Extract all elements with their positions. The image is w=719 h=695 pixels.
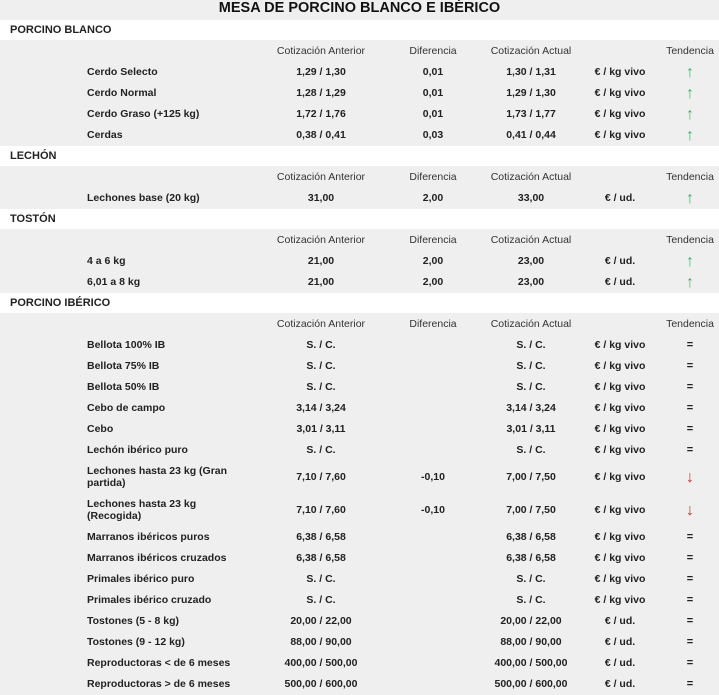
section-block — [0, 166, 719, 209]
cell-unit: € / ud. — [604, 657, 636, 669]
cell-diff: 0,01 — [422, 87, 444, 99]
equal-icon: = — [686, 678, 694, 690]
cell-prev: S. / C. — [306, 594, 336, 606]
cell-name: Cerdo Graso (+125 kg) — [87, 108, 200, 120]
cell-curr: S. / C. — [516, 339, 546, 351]
cell-curr: S. / C. — [516, 573, 546, 585]
table-row — [0, 590, 719, 611]
cell-name: Bellota 50% IB — [87, 381, 160, 393]
cell-name: 6,01 a 8 kg — [87, 276, 141, 288]
equal-icon: = — [686, 444, 694, 456]
section-title: TOSTÓN — [0, 209, 719, 229]
cell-prev: 21,00 — [307, 255, 335, 267]
cell-name: Cebo — [87, 423, 114, 435]
equal-icon: = — [686, 360, 694, 372]
cell-prev: 21,00 — [307, 276, 335, 288]
price-table — [0, 20, 719, 695]
table-row — [0, 398, 719, 419]
equal-icon: = — [686, 657, 694, 669]
column-header-diff: Diferencia — [409, 318, 457, 330]
cell-prev: 0,38 / 0,41 — [296, 129, 346, 141]
page-title: MESA DE PORCINO BLANCO E IBÉRICO — [0, 0, 719, 20]
table-row — [0, 632, 719, 653]
equal-icon: = — [686, 573, 694, 585]
arrow-up-icon: ↑ — [686, 274, 694, 291]
column-header-curr: Cotización Actual — [490, 171, 572, 183]
cell-prev: S. / C. — [306, 339, 336, 351]
cell-name: Lechones base (20 kg) — [87, 192, 200, 204]
cell-name: Primales ibérico cruzado — [87, 594, 212, 606]
column-header-row — [0, 167, 719, 188]
cell-unit: € / ud. — [604, 678, 636, 690]
cell-name: Cerdo Selecto — [87, 66, 158, 78]
column-header-trend: Tendencia — [666, 171, 714, 183]
cell-curr: 3,01 / 3,11 — [506, 423, 556, 435]
cell-curr: 6,38 / 6,58 — [506, 531, 556, 543]
arrow-up-icon: ↑ — [686, 106, 694, 123]
cell-curr: S. / C. — [516, 360, 546, 372]
cell-prev: 6,38 / 6,58 — [296, 552, 346, 564]
trend-cell — [662, 632, 718, 653]
section-title: LECHÓN — [0, 146, 719, 166]
cell-unit: € / kg vivo — [594, 87, 646, 99]
cell-name: Tostones (5 - 8 kg) — [87, 615, 179, 627]
table-row — [0, 653, 719, 674]
cell-curr: 88,00 / 90,00 — [500, 636, 562, 648]
trend-cell — [662, 398, 718, 419]
table-row — [0, 125, 719, 146]
cell-unit: € / kg vivo — [594, 504, 646, 516]
cell-unit: € / ud. — [604, 636, 636, 648]
cell-curr: 7,00 / 7,50 — [506, 504, 556, 516]
cell-prev: 500,00 / 600,00 — [284, 678, 358, 690]
cell-diff: 2,00 — [422, 276, 444, 288]
section-block — [0, 229, 719, 293]
trend-cell — [662, 569, 718, 590]
cell-unit: € / kg vivo — [594, 471, 646, 483]
trend-cell — [662, 440, 718, 461]
cell-curr: 3,14 / 3,24 — [506, 402, 556, 414]
table-row — [0, 611, 719, 632]
table-row — [0, 272, 719, 293]
cell-unit: € / ud. — [604, 255, 636, 267]
cell-curr: 0,41 / 0,44 — [506, 129, 556, 141]
table-row — [0, 461, 719, 494]
cell-unit: € / kg vivo — [594, 381, 646, 393]
cell-name: 4 a 6 kg — [87, 255, 126, 267]
cell-curr: 1,29 / 1,30 — [506, 87, 556, 99]
equal-icon: = — [686, 552, 694, 564]
cell-unit: € / kg vivo — [594, 108, 646, 120]
cell-name: Bellota 100% IB — [87, 339, 166, 351]
equal-icon: = — [686, 636, 694, 648]
cell-curr: 400,00 / 500,00 — [494, 657, 568, 669]
arrow-up-icon: ↑ — [686, 127, 694, 144]
column-header-trend: Tendencia — [666, 234, 714, 246]
cell-name: Bellota 75% IB — [87, 360, 160, 372]
column-header-row — [0, 230, 719, 251]
equal-icon: = — [686, 531, 694, 543]
table-row — [0, 377, 719, 398]
cell-prev: 20,00 / 22,00 — [290, 615, 352, 627]
table-row — [0, 356, 719, 377]
cell-unit: € / kg vivo — [594, 360, 646, 372]
cell-prev: 7,10 / 7,60 — [296, 504, 346, 516]
section-block — [0, 40, 719, 146]
cell-curr: 1,30 / 1,31 — [506, 66, 556, 78]
equal-icon: = — [686, 402, 694, 414]
column-header-prev: Cotización Anterior — [276, 45, 366, 57]
cell-prev: S. / C. — [306, 573, 336, 585]
equal-icon: = — [686, 339, 694, 351]
trend-cell — [662, 251, 718, 274]
trend-cell — [662, 461, 718, 496]
cell-name: Lechones hasta 23 kg (Gran partida) — [87, 465, 228, 489]
table-row — [0, 83, 719, 104]
table-row — [0, 251, 719, 272]
cell-name: Marranos ibéricos cruzados — [87, 552, 227, 564]
cell-curr: 500,00 / 600,00 — [494, 678, 568, 690]
cell-unit: € / kg vivo — [594, 444, 646, 456]
column-header-prev: Cotización Anterior — [276, 318, 366, 330]
cell-name: Reproductoras > de 6 meses — [87, 678, 231, 690]
section-block — [0, 313, 719, 695]
arrow-up-icon: ↑ — [686, 85, 694, 102]
table-row — [0, 440, 719, 461]
trend-cell — [662, 104, 718, 127]
cell-prev: 7,10 / 7,60 — [296, 471, 346, 483]
cell-curr: 23,00 — [517, 255, 545, 267]
table-row — [0, 494, 719, 527]
trend-cell — [662, 272, 718, 295]
column-header-prev: Cotización Anterior — [276, 171, 366, 183]
section-title: PORCINO IBÉRICO — [0, 293, 719, 313]
cell-diff: 0,01 — [422, 66, 444, 78]
table-row — [0, 104, 719, 125]
table-row — [0, 419, 719, 440]
cell-prev: 1,29 / 1,30 — [296, 66, 346, 78]
cell-prev: 6,38 / 6,58 — [296, 531, 346, 543]
trend-cell — [662, 419, 718, 440]
column-header-row — [0, 41, 719, 62]
trend-cell — [662, 674, 718, 695]
cell-unit: € / kg vivo — [594, 573, 646, 585]
cell-curr: 6,38 / 6,58 — [506, 552, 556, 564]
cell-diff: 0,03 — [422, 129, 444, 141]
trend-cell — [662, 125, 718, 148]
cell-unit: € / kg vivo — [594, 339, 646, 351]
cell-diff: -0,10 — [421, 504, 445, 516]
trend-cell — [662, 83, 718, 106]
cell-prev: 88,00 / 90,00 — [290, 636, 352, 648]
cell-prev: S. / C. — [306, 381, 336, 393]
table-row — [0, 527, 719, 548]
cell-diff: -0,10 — [421, 471, 445, 483]
arrow-up-icon: ↑ — [686, 64, 694, 81]
cell-name: Marranos ibéricos puros — [87, 531, 210, 543]
table-row — [0, 569, 719, 590]
cell-name: Cerdas — [87, 129, 123, 141]
trend-cell — [662, 356, 718, 377]
arrow-up-icon: ↑ — [686, 190, 694, 207]
column-header-diff: Diferencia — [409, 45, 457, 57]
cell-unit: € / ud. — [604, 276, 636, 288]
arrow-up-icon: ↑ — [686, 253, 694, 270]
column-header-trend: Tendencia — [666, 318, 714, 330]
trend-cell — [662, 335, 718, 356]
equal-icon: = — [686, 615, 694, 627]
cell-unit: € / kg vivo — [594, 531, 646, 543]
column-header-trend: Tendencia — [666, 45, 714, 57]
cell-curr: 1,73 / 1,77 — [506, 108, 556, 120]
table-row — [0, 62, 719, 83]
cell-unit: € / kg vivo — [594, 423, 646, 435]
arrow-down-icon: ↓ — [686, 502, 694, 519]
column-header-prev: Cotización Anterior — [276, 234, 366, 246]
cell-prev: S. / C. — [306, 444, 336, 456]
cell-unit: € / kg vivo — [594, 594, 646, 606]
column-header-curr: Cotización Actual — [490, 45, 572, 57]
table-row — [0, 674, 719, 695]
cell-name: Lechones hasta 23 kg (Recogida) — [87, 498, 197, 522]
cell-prev: 3,01 / 3,11 — [296, 423, 346, 435]
cell-curr: 7,00 / 7,50 — [506, 471, 556, 483]
column-header-row — [0, 314, 719, 335]
cell-prev: 400,00 / 500,00 — [284, 657, 358, 669]
trend-cell — [662, 188, 718, 211]
cell-unit: € / kg vivo — [594, 552, 646, 564]
equal-icon: = — [686, 381, 694, 393]
cell-curr: 20,00 / 22,00 — [500, 615, 562, 627]
trend-cell — [662, 377, 718, 398]
cell-name: Tostones (9 - 12 kg) — [87, 636, 185, 648]
column-header-diff: Diferencia — [409, 234, 457, 246]
cell-prev: 1,28 / 1,29 — [296, 87, 346, 99]
cell-diff: 2,00 — [422, 192, 444, 204]
table-row — [0, 548, 719, 569]
cell-curr: 23,00 — [517, 276, 545, 288]
table-row — [0, 188, 719, 209]
trend-cell — [662, 653, 718, 674]
cell-diff: 0,01 — [422, 108, 444, 120]
cell-prev: 3,14 / 3,24 — [296, 402, 346, 414]
cell-name: Cebo de campo — [87, 402, 166, 414]
trend-cell — [662, 62, 718, 85]
cell-prev: S. / C. — [306, 360, 336, 372]
cell-unit: € / kg vivo — [594, 402, 646, 414]
arrow-down-icon: ↓ — [686, 469, 694, 486]
trend-cell — [662, 548, 718, 569]
equal-icon: = — [686, 423, 694, 435]
trend-cell — [662, 494, 718, 529]
cell-unit: € / ud. — [604, 615, 636, 627]
trend-cell — [662, 590, 718, 611]
cell-unit: € / kg vivo — [594, 129, 646, 141]
cell-name: Reproductoras < de 6 meses — [87, 657, 231, 669]
section-title: PORCINO BLANCO — [0, 20, 719, 40]
cell-unit: € / kg vivo — [594, 66, 646, 78]
cell-name: Lechón ibérico puro — [87, 444, 188, 456]
cell-prev: 31,00 — [307, 192, 335, 204]
cell-prev: 1,72 / 1,76 — [296, 108, 346, 120]
cell-name: Cerdo Normal — [87, 87, 157, 99]
column-header-curr: Cotización Actual — [490, 318, 572, 330]
equal-icon: = — [686, 594, 694, 606]
cell-curr: 33,00 — [517, 192, 545, 204]
cell-curr: S. / C. — [516, 594, 546, 606]
cell-curr: S. / C. — [516, 381, 546, 393]
cell-diff: 2,00 — [422, 255, 444, 267]
table-row — [0, 335, 719, 356]
column-header-curr: Cotización Actual — [490, 234, 572, 246]
column-header-diff: Diferencia — [409, 171, 457, 183]
cell-name: Primales ibérico puro — [87, 573, 195, 585]
cell-unit: € / ud. — [604, 192, 636, 204]
cell-curr: S. / C. — [516, 444, 546, 456]
trend-cell — [662, 527, 718, 548]
trend-cell — [662, 611, 718, 632]
